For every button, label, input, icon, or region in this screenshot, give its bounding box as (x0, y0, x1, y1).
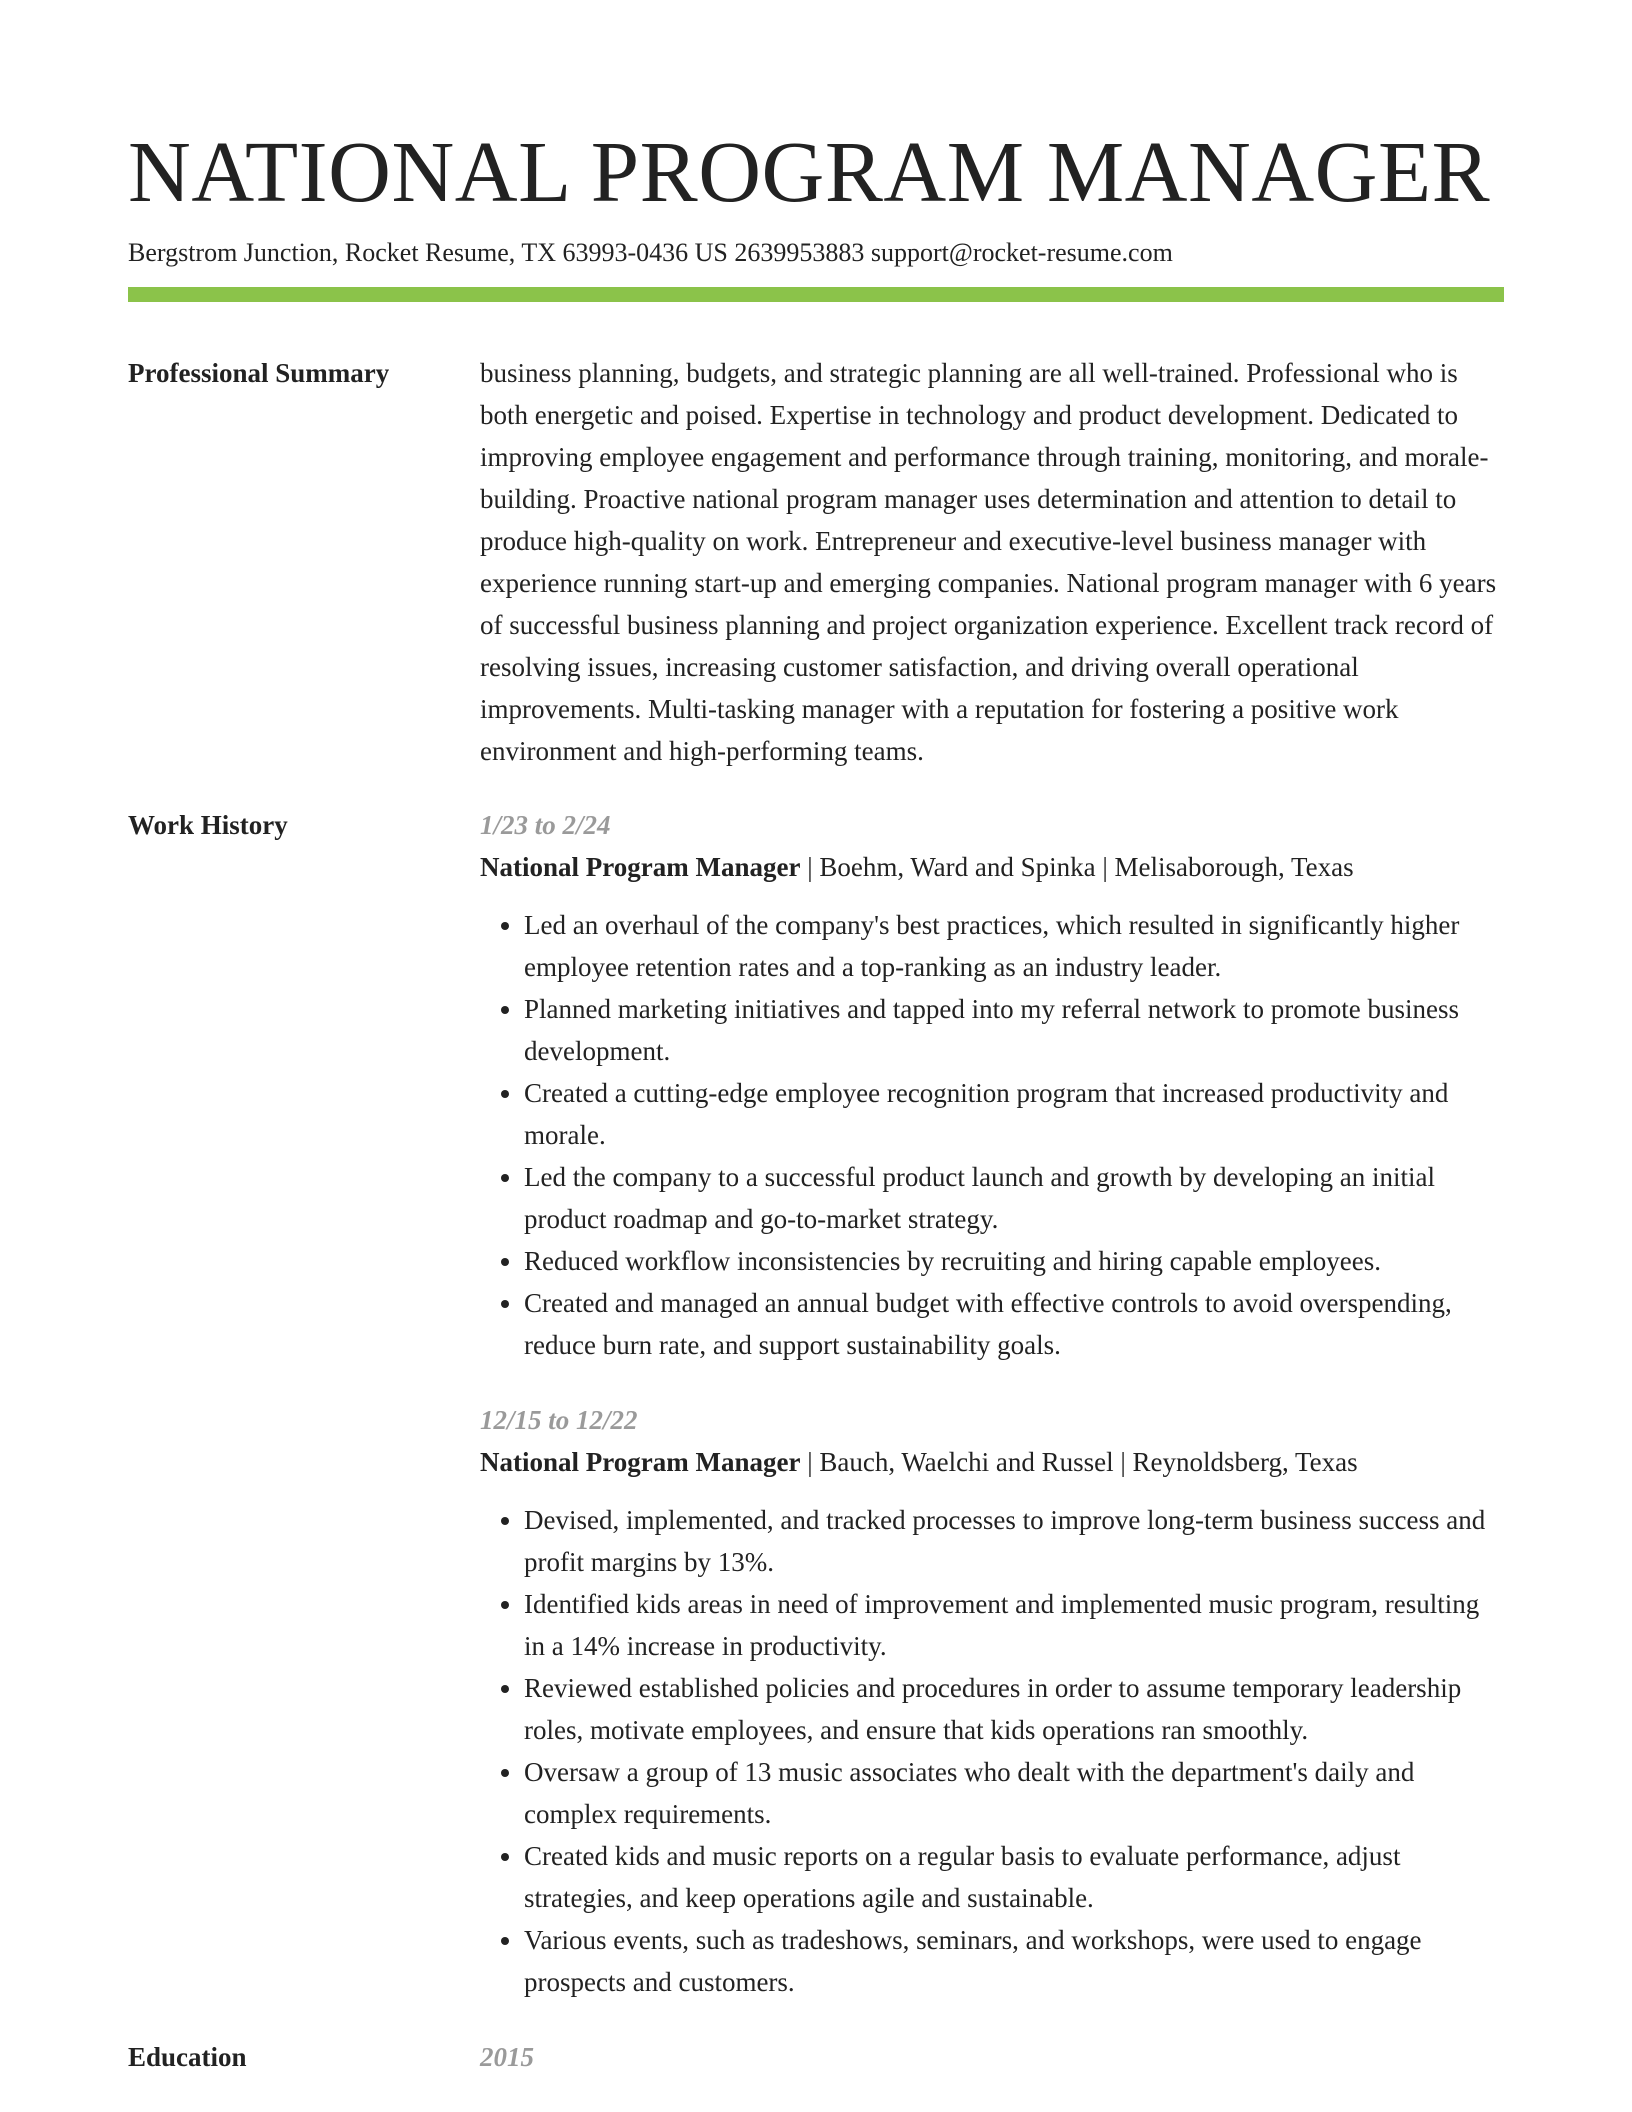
summary-section (128, 352, 1504, 772)
job-company-location: | Bauch, Waelchi and Russel | Reynoldsberg, Texas (800, 1447, 1358, 1477)
summary-text: business planning, budgets, and strategic planning are all well-trained. Professional who is both energetic and poised. Expertise in technology and product development. Dedicated to improving employee engagement and performance through training, monitoring, and morale-building. Proactive national program manager uses determination and attention to detail to produce high-quality on work. Entrepreneur and executive-level business manager with experience running start-up and emerging companies. National program manager with 6 years of successful business planning and project organization experience. Excellent track record of resolving issues, increasing customer satisfaction, and driving overall operational improvements. Multi-tasking manager with a reputation for fostering a positive work environment and high-performing teams. (480, 358, 1497, 766)
job-bullet-list (480, 1499, 1504, 2003)
job-bullet: • Various events, such as tradeshows, seminars, and workshops, were used to engage prospects and customers. (524, 1919, 1504, 2003)
work-history-heading: Work History (128, 810, 288, 840)
job-bullet: • Planned marketing initiatives and tapped into my referral network to promote business development. (524, 988, 1504, 1072)
job-heading (480, 1441, 1504, 1483)
header-divider (128, 287, 1504, 302)
job-entry (480, 804, 1504, 1366)
resume-title: NATIONAL PROGRAM MANAGER (128, 123, 1491, 220)
job-bullet: • Identified kids areas in need of improvement and implemented music program, resulting in a 14% increase in productivity. (524, 1583, 1504, 1667)
job-bullet: • Created kids and music reports on a regular basis to evaluate performance, adjust strategies, and keep operations agile and sustainable. (524, 1835, 1504, 1919)
job-bullet: • Created a cutting-edge employee recognition program that increased productivity and morale. (524, 1072, 1504, 1156)
summary-heading: Professional Summary (128, 358, 390, 388)
job-title: National Program Manager (480, 1447, 801, 1477)
job-bullet: • Led the company to a successful product launch and growth by developing an initial product roadmap and go-to-market strategy. (524, 1156, 1504, 1240)
job-bullet: • Created and managed an annual budget with effective controls to avoid overspending, reduce burn rate, and support sustainability goals. (524, 1282, 1504, 1366)
work-history-entries (480, 804, 1504, 2003)
job-bullet: • Oversaw a group of 13 music associates who dealt with the department's daily and complex requirements. (524, 1751, 1504, 1835)
job-company-location: | Boehm, Ward and Spinka | Melisaborough, Texas (800, 852, 1354, 882)
contact-line: Bergstrom Junction, Rocket Resume, TX 63993-0436 US 2639953883 support@rocket-resume.com (128, 238, 1173, 267)
job-bullet: • Reviewed established policies and procedures in order to assume temporary leadership roles, motivate employees, and ensure that kids operations ran smoothly. (524, 1667, 1504, 1751)
job-bullet: • Led an overhaul of the company's best practices, which resulted in significantly higher employee retention rates and a top-ranking as an industry leader. (524, 904, 1504, 988)
education-heading: Education (128, 2042, 247, 2072)
resume-page (128, 122, 1504, 2078)
job-dates: 1/23 to 2/24 (480, 810, 611, 840)
education-entries (480, 2036, 1504, 2078)
work-history-section (128, 804, 1504, 2003)
job-bullet: • Reduced workflow inconsistencies by recruiting and hiring capable employees. (524, 1240, 1504, 1282)
job-entry (480, 1399, 1504, 2003)
job-dates: 12/15 to 12/22 (480, 1405, 638, 1435)
job-bullet: • Devised, implemented, and tracked processes to improve long-term business success and profit margins by 13%. (524, 1499, 1504, 1583)
job-heading (480, 846, 1504, 888)
education-dates: 2015 (480, 2042, 534, 2072)
education-section (128, 2036, 1504, 2078)
job-title: National Program Manager (480, 852, 801, 882)
job-bullet-list (480, 904, 1504, 1366)
